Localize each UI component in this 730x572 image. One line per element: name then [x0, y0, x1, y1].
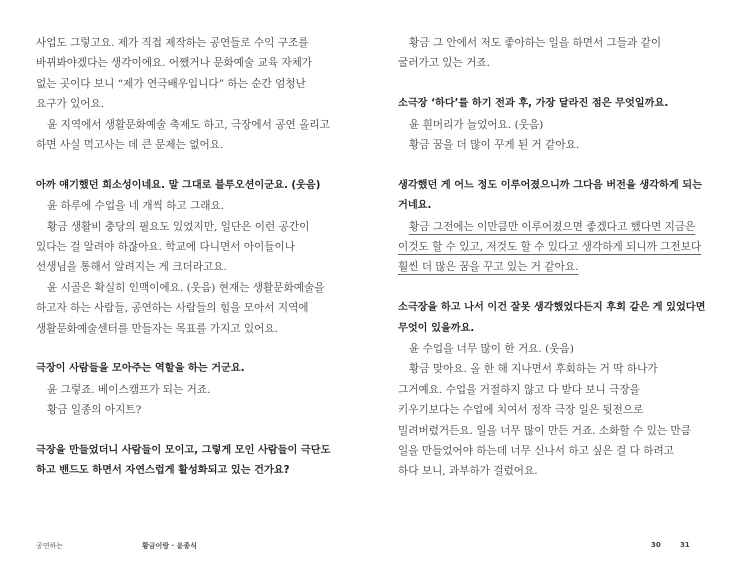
paragraph-gap: [398, 155, 698, 175]
page-number-right: 31: [680, 541, 690, 549]
paragraph-gap: [398, 74, 698, 94]
interview-question: [36, 176, 336, 196]
interview-answer: [36, 400, 336, 420]
text-line: 황금 그 안에서 저도 좋아하는 일을 하면서 그들과 같이: [409, 37, 662, 49]
interview-answer: [36, 115, 336, 156]
interview-answer: [398, 339, 698, 359]
text-line: 하고자 하는 사람들, 공연하는 사람들의 힘을 모아서 지역에: [36, 302, 309, 315]
text-line: 소극장 ‘하다’를 하기 전과 후, 가장 달라진 점은 무엇일까요.: [398, 98, 669, 110]
text-line: 윤 수업을 너무 많이 한 거요. (웃음): [409, 343, 574, 356]
text-line: 윤 그렇죠. 베이스캠프가 되는 거죠.: [47, 383, 211, 396]
interview-answer: [398, 115, 698, 135]
text-line: 아까 얘기했던 희소성이네요. 말 그대로 블루오션이군요. (웃음): [36, 179, 321, 191]
text-line: 황금 생활비 충당의 필요도 있었지만, 일단은 이런 공간이: [47, 220, 310, 233]
interview-answer: [36, 33, 336, 115]
running-footer-author: 황금이랑 · 윤종식: [142, 542, 197, 550]
paragraph-gap: [36, 339, 336, 359]
interview-question: [398, 176, 702, 217]
paragraph-gap: [36, 421, 336, 441]
text-line: 바뀌봐야겠다는 생각이에요. 어쨌거나 문화예술 교육 자체가: [36, 57, 313, 70]
interview-answer: [398, 217, 702, 278]
right-page: [365, 0, 730, 572]
text-line: 윤 하루에 수업을 네 개씩 하고 그래요.: [47, 200, 225, 213]
paragraph-gap: [398, 278, 698, 298]
page-number-left: 30: [651, 541, 661, 549]
text-line: 이것도 할 수 있고, 저것도 할 수 있다고 생각하게 되니까 그전보다: [398, 241, 702, 254]
text-line: 윤 지역에서 생활문화예술 축제도 하고, 극장에서 공연 올리고: [47, 118, 330, 131]
text-line: 윤 시골은 확실히 인맥이에요. (웃음) 현재는 생활문화예술을: [47, 281, 325, 294]
text-line: 선생님을 통해서 알려지는 게 크더라고요.: [36, 261, 227, 274]
text-line: 극장이 사람들을 모아주는 역할을 하는 거군요.: [36, 363, 245, 375]
text-line: 그거예요. 수업을 거절하지 않고 다 받다 보니 극장을: [398, 383, 640, 396]
text-line: 황금 일종의 아지트?: [47, 404, 142, 417]
interview-answer: [398, 33, 698, 74]
text-line: 황금 꿈을 더 많이 꾸게 된 거 같아요.: [409, 139, 580, 152]
text-line: 사업도 그렇고요. 제가 직접 제작하는 공연들로 수익 구조를: [36, 37, 309, 49]
interview-question: [36, 441, 336, 482]
text-line: 윤 흰머리가 늘었어요. (웃음): [409, 118, 544, 131]
text-line: 밀려버렸거든요. 일을 너무 많이 만든 거죠. 소화할 수 있는 만큼: [398, 424, 691, 437]
text-line: 하면 사실 먹고사는 데 큰 문제는 없어요.: [36, 139, 224, 152]
text-line: 일을 만들었어야 하는데 너무 신나서 하고 싶은 걸 다 하려고: [398, 445, 674, 458]
left-page-text: [36, 33, 336, 482]
text-line: 요구가 있어요.: [36, 98, 105, 111]
text-line: 생각했던 게 어느 정도 이루어졌으니까 그다음 버전을 생각하게 되는: [398, 179, 702, 191]
interview-question: [398, 298, 706, 339]
text-line: 하다 보니, 과부하가 걸렸어요.: [398, 465, 538, 478]
running-footer-title: 공연하는: [36, 542, 64, 550]
text-line: 없는 곳이다 보니 “제가 연극배우입니다” 하는 순간 엄청난: [36, 77, 306, 90]
text-line: 황금 그전에는 이만큼만 이루어졌으면 좋겠다고 했다면 지금은: [409, 220, 696, 233]
paragraph-gap: [36, 155, 336, 175]
text-line: 소극장을 하고 나서 이건 잘못 생각했었다든지 후회 같은 게 있었다면: [398, 302, 706, 314]
interview-question: [398, 94, 698, 114]
text-line: 무엇이 있을까요.: [398, 322, 475, 334]
right-page-text: [398, 33, 706, 482]
interview-answer: [36, 217, 336, 278]
text-line: 극장을 만들었더니 사람들이 모이고, 그렇게 모인 사람들이 극단도: [36, 445, 331, 457]
text-line: 키우기보다는 수업에 치여서 정작 극장 일은 뒷전으로: [398, 404, 644, 417]
interview-answer: [36, 380, 336, 400]
interview-answer: [36, 196, 336, 216]
interview-answer: [398, 359, 698, 481]
text-line: 거네요.: [398, 200, 432, 212]
text-line: 황금 맞아요. 올 한 해 지나면서 후회하는 거 딱 하나가: [409, 363, 658, 376]
text-line: 훨씬 더 많은 꿈을 꾸고 있는 거 같아요.: [398, 261, 579, 274]
text-line: 하고 밴드도 하면서 자연스럽게 활성화되고 있는 건가요?: [36, 465, 290, 477]
interview-answer: [398, 135, 698, 155]
interview-answer: [36, 278, 336, 339]
text-line: 있다는 걸 알려야 하잖아요. 학교에 다니면서 아이들이나: [36, 241, 295, 254]
text-line: 굴러가고 있는 거죠.: [398, 57, 490, 70]
text-line: 생활문화예술센터를 만들자는 목표를 가지고 있어요.: [36, 322, 278, 335]
interview-question: [36, 359, 336, 379]
